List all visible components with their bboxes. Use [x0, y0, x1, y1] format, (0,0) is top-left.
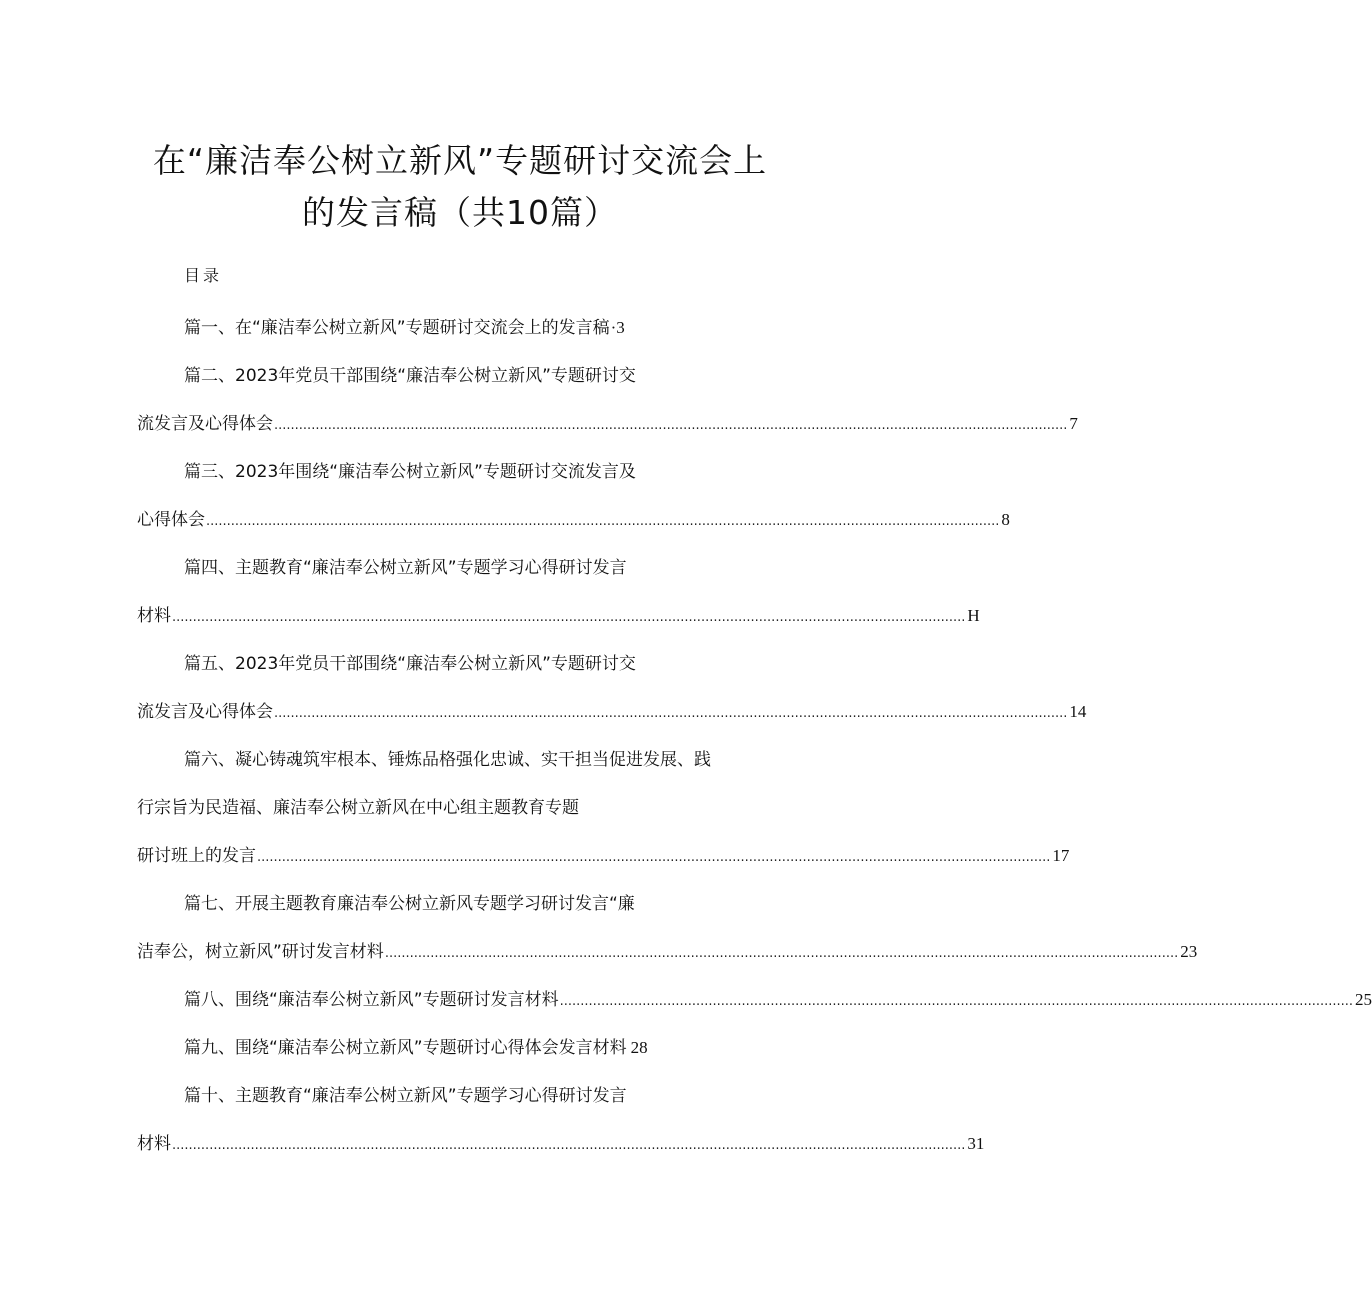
toc-entry-3[interactable]: [184, 457, 636, 483]
toc-entry-page: 14: [1069, 702, 1087, 721]
toc-entry-text: 篇六、凝心铸魂筑牢根本、锤炼品格强化忠诚、实干担当促进发展、践: [184, 750, 711, 770]
toc-entry-text: 篇八、围绕“廉洁奉公树立新风”专题研讨发言材料: [184, 990, 559, 1010]
toc-entry-text: 材料: [137, 1134, 171, 1154]
toc-entry-4[interactable]: [184, 553, 627, 579]
toc-entry-text: 篇五、2023年党员干部围绕“廉洁奉公树立新风”专题研讨交: [184, 654, 636, 674]
toc-entry-text: 篇四、主题教育“廉洁奉公树立新风”专题学习心得研讨发言: [184, 558, 627, 578]
leader-dots: ................................................................................................................................................................................................: [384, 946, 1179, 961]
toc-entry-page: 23: [1180, 942, 1198, 961]
toc-heading: 目录: [184, 266, 223, 285]
toc-entry-5-cont[interactable]: [137, 697, 1087, 723]
toc-entry-9[interactable]: [184, 1033, 648, 1059]
toc-entry-5[interactable]: [184, 649, 636, 675]
toc-entry-6-cont-1[interactable]: [137, 793, 579, 819]
toc-entry-page: 28: [630, 1038, 648, 1057]
toc-entry-3-cont[interactable]: [137, 505, 1010, 531]
leader-dots: ................................................................................................................................................................................................: [257, 850, 1051, 865]
toc-entry-text: 研讨班上的发言: [137, 846, 256, 866]
toc-entry-page: 31: [967, 1134, 985, 1153]
toc-entry-4-cont[interactable]: [137, 601, 980, 627]
toc-entry-6-cont-2[interactable]: [137, 841, 1070, 867]
toc-entry-text: 心得体会: [137, 510, 205, 530]
leader-dots: ................................................................................................................................................................................................: [274, 706, 1068, 721]
toc-entry-text: 篇三、2023年围绕“廉洁奉公树立新风”专题研讨交流发言及: [184, 462, 636, 482]
toc-entry-page: ·3: [610, 318, 625, 337]
toc-entry-text: 篇一、在“廉洁奉公树立新风”专题研讨交流会上的发言稿: [184, 318, 610, 338]
leader-dots: ................................................................................................................................................................................................: [172, 610, 966, 625]
toc-entry-1[interactable]: [184, 313, 625, 339]
toc-entry-text: 流发言及心得体会: [137, 414, 273, 434]
toc-entry-text: 行宗旨为民造福、廉洁奉公树立新风在中心组主题教育专题: [137, 798, 579, 818]
leader-dots: ................................................................................................................................................................................................: [172, 1138, 966, 1153]
toc-entry-2-cont[interactable]: [137, 409, 1078, 435]
toc-entry-7[interactable]: [184, 889, 635, 915]
document-title-line-2: 的发言稿（共10篇）: [302, 193, 618, 232]
toc-entry-page: 8: [1001, 510, 1010, 529]
leader-dots: ................................................................................................................................................................................................: [559, 994, 1354, 1009]
toc-entry-text: 篇七、开展主题教育廉洁奉公树立新风专题学习研讨发言“廉: [184, 894, 635, 914]
document-title-line-1: 在“廉洁奉公树立新风”专题研讨交流会上: [152, 141, 768, 180]
toc-entry-text: 流发言及心得体会: [137, 702, 273, 722]
toc-entry-10[interactable]: [184, 1081, 627, 1107]
toc-entry-text: 篇二、2023年党员干部围绕“廉洁奉公树立新风”专题研讨交: [184, 366, 636, 386]
toc-entry-text: 材料: [137, 606, 171, 626]
toc-entry-text: 洁奉公，树立新风”研讨发言材料: [137, 942, 384, 962]
toc-entry-page: 17: [1052, 846, 1070, 865]
toc-entry-page: 7: [1069, 414, 1078, 433]
toc-entry-7-cont[interactable]: [137, 937, 1198, 963]
leader-dots: ................................................................................................................................................................................................: [274, 418, 1068, 433]
toc-entry-text: 篇九、围绕“廉洁奉公树立新风”专题研讨心得体会发言材料: [184, 1038, 627, 1058]
toc-entry-8[interactable]: [184, 985, 1372, 1011]
toc-entry-10-cont[interactable]: [137, 1129, 985, 1155]
toc-entry-2[interactable]: [184, 361, 636, 387]
toc-entry-6[interactable]: [184, 745, 711, 771]
toc-entry-page: 25: [1355, 990, 1372, 1009]
toc-entry-page: H: [967, 606, 980, 625]
toc-entry-text: 篇十、主题教育“廉洁奉公树立新风”专题学习心得研讨发言: [184, 1086, 627, 1106]
leader-dots: ................................................................................................................................................................................................: [206, 514, 1000, 529]
